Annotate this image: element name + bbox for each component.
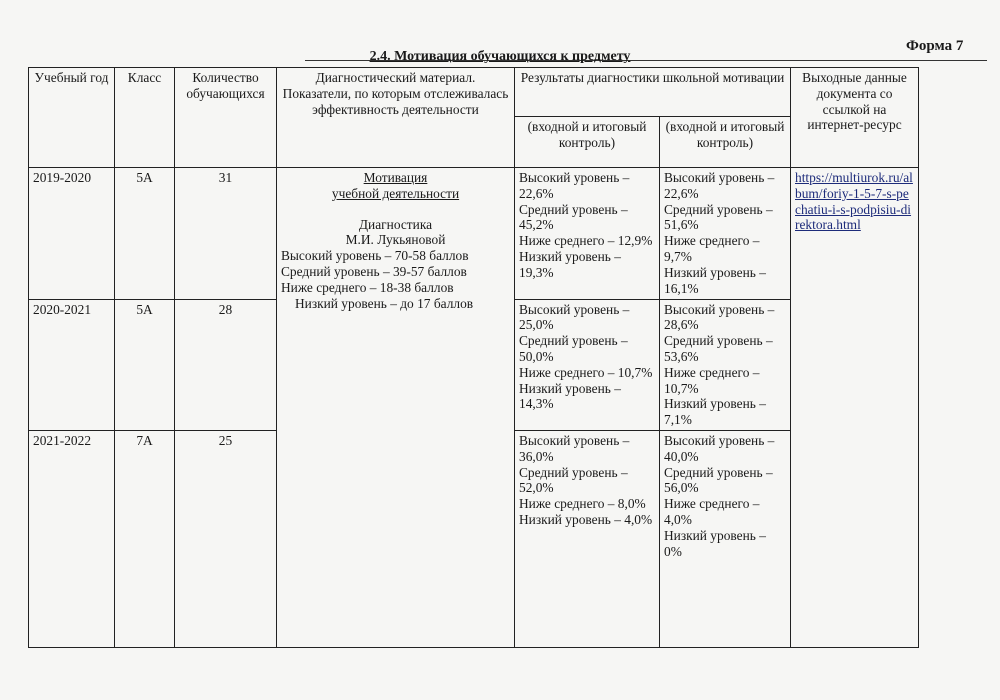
- header-count: Количество обучающихся: [175, 68, 277, 168]
- diagnostic-level: Низкий уровень – до 17 баллов: [295, 295, 474, 311]
- result-line: Низкий уровень – 16,1%: [664, 264, 766, 296]
- result-line: Средний уровень – 56,0%: [664, 464, 773, 496]
- header-class: Класс: [115, 68, 175, 168]
- final-results-cell: [660, 168, 791, 300]
- output-link[interactable]: https://multiurok.ru/album/foriy-1-5-7-s-pechatiu-i-s-podpisiu-direktora.html: [795, 170, 913, 233]
- header-results: Результаты диагностики школьной мотивации: [515, 68, 791, 117]
- result-line: Высокий уровень – 36,0%: [519, 433, 630, 464]
- class-cell: 5А: [115, 168, 175, 300]
- result-line: Низкий уровень – 4,0%: [519, 512, 653, 528]
- count-cell: 25: [175, 431, 277, 648]
- diagnostic-method-2: М.И. Лукьяновой: [345, 232, 446, 248]
- year-cell: 2019-2020: [29, 168, 115, 300]
- diagnostic-level: Ниже среднего – 18-38 баллов: [281, 279, 454, 295]
- motivation-table: [28, 67, 919, 648]
- class-cell: 5А: [115, 299, 175, 431]
- result-line: Низкий уровень – 7,1%: [664, 396, 766, 428]
- diagnostic-cell: [277, 168, 515, 648]
- result-line: Ниже среднего – 12,9%: [519, 233, 653, 249]
- class-cell: 7А: [115, 431, 175, 648]
- output-cell: [791, 168, 919, 648]
- diagnostic-level: Высокий уровень – 70-58 баллов: [281, 248, 469, 264]
- result-line: Высокий уровень – 25,0%: [519, 301, 630, 333]
- input-results-cell: [515, 299, 660, 431]
- subheader-input: (входной и итоговый контроль): [515, 117, 660, 168]
- subheader-final: (входной и итоговый контроль): [660, 117, 791, 168]
- year-cell: 2020-2021: [29, 299, 115, 431]
- final-results-cell: [660, 299, 791, 431]
- result-line: Высокий уровень – 28,6%: [664, 301, 775, 333]
- result-line: Ниже среднего – 9,7%: [664, 233, 760, 265]
- result-line: Ниже среднего – 8,0%: [519, 496, 646, 512]
- header-year: Учебный год: [29, 68, 115, 168]
- result-line: Низкий уровень – 0%: [664, 527, 766, 559]
- result-line: Средний уровень – 45,2%: [519, 201, 628, 233]
- header-output: Выходные данные документа со ссылкой на интернет-ресурс: [791, 68, 919, 168]
- result-line: Средний уровень – 50,0%: [519, 333, 628, 364]
- input-results-cell: [515, 431, 660, 648]
- form-label: Форма 7: [906, 38, 964, 54]
- final-results-cell: [660, 431, 791, 648]
- result-line: Ниже среднего – 10,7%: [519, 364, 653, 380]
- table-row: [29, 168, 919, 300]
- result-line: Ниже среднего – 10,7%: [664, 364, 760, 396]
- result-line: Высокий уровень – 22,6%: [519, 170, 630, 201]
- result-line: Средний уровень – 51,6%: [664, 201, 773, 233]
- diagnostic-method-1: Диагностика: [358, 216, 433, 232]
- result-line: Высокий уровень – 40,0%: [664, 433, 775, 464]
- header-row: [29, 68, 919, 117]
- document-title: 2.4. Мотивация обучающихся к предмету: [369, 49, 631, 64]
- result-line: Низкий уровень – 19,3%: [519, 249, 621, 280]
- input-results-cell: [515, 168, 660, 300]
- result-line: Ниже среднего – 4,0%: [664, 496, 760, 528]
- header-diagnostic: Диагностический материал. Показатели, по которым отслеживалась эффективность деятельности: [277, 68, 515, 168]
- diagnostic-title-2: учебной деятельности: [331, 185, 460, 201]
- count-cell: 31: [175, 168, 277, 300]
- year-cell: 2021-2022: [29, 431, 115, 648]
- result-line: Низкий уровень – 14,3%: [519, 380, 621, 412]
- diagnostic-level: Средний уровень – 39-57 баллов: [281, 264, 467, 280]
- diagnostic-title-1: Мотивация: [363, 170, 428, 185]
- result-line: Средний уровень – 53,6%: [664, 333, 773, 364]
- count-cell: 28: [175, 299, 277, 431]
- result-line: Средний уровень – 52,0%: [519, 464, 628, 496]
- result-line: Высокий уровень – 22,6%: [664, 170, 775, 201]
